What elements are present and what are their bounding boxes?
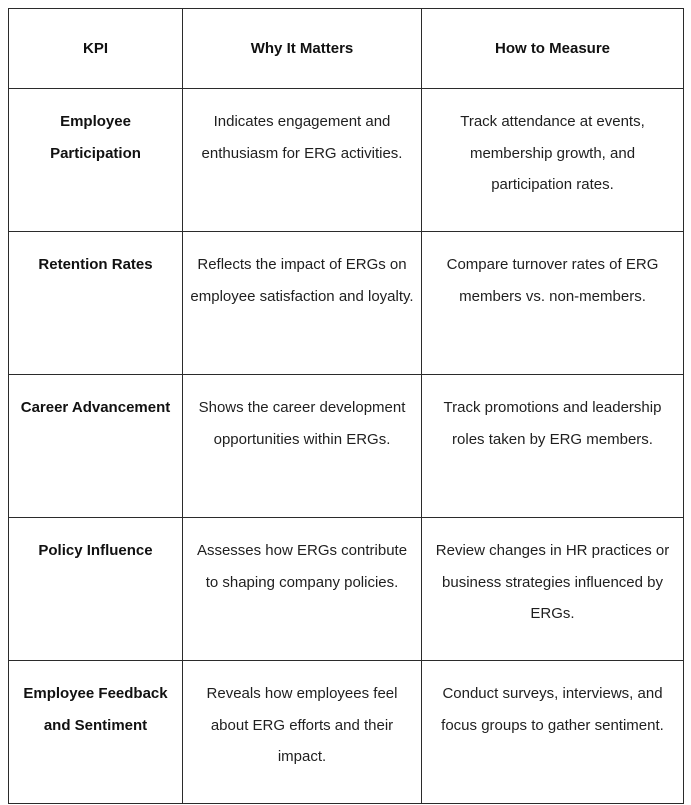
- how-cell: Compare turnover rates of ERG members vs. non-members.: [422, 232, 684, 375]
- why-cell: Reflects the impact of ERGs on employee satisfaction and loyalty.: [183, 232, 422, 375]
- why-cell: Assesses how ERGs contribute to shaping company policies.: [183, 518, 422, 661]
- table-row: [9, 661, 684, 804]
- header-how-to-measure: How to Measure: [422, 9, 684, 89]
- table-row: [9, 89, 684, 232]
- how-cell: Review changes in HR practices or business strategies influenced by ERGs.: [422, 518, 684, 661]
- kpi-cell: Employee Participation: [9, 89, 183, 232]
- how-cell: Track attendance at events, membership growth, and participation rates.: [422, 89, 684, 232]
- why-cell: Indicates engagement and enthusiasm for ERG activities.: [183, 89, 422, 232]
- kpi-cell: Employee Feedback and Sentiment: [9, 661, 183, 804]
- table-row: [9, 375, 684, 518]
- header-kpi: KPI: [9, 9, 183, 89]
- header-why-it-matters: Why It Matters: [183, 9, 422, 89]
- table-row: [9, 232, 684, 375]
- kpi-table: [8, 8, 684, 804]
- kpi-cell: Retention Rates: [9, 232, 183, 375]
- how-cell: Conduct surveys, interviews, and focus groups to gather sentiment.: [422, 661, 684, 804]
- table-header-row: [9, 9, 684, 89]
- kpi-cell: Policy Influence: [9, 518, 183, 661]
- kpi-cell: Career Advancement: [9, 375, 183, 518]
- how-cell: Track promotions and leadership roles taken by ERG members.: [422, 375, 684, 518]
- table-row: [9, 518, 684, 661]
- why-cell: Reveals how employees feel about ERG efforts and their impact.: [183, 661, 422, 804]
- why-cell: Shows the career development opportunities within ERGs.: [183, 375, 422, 518]
